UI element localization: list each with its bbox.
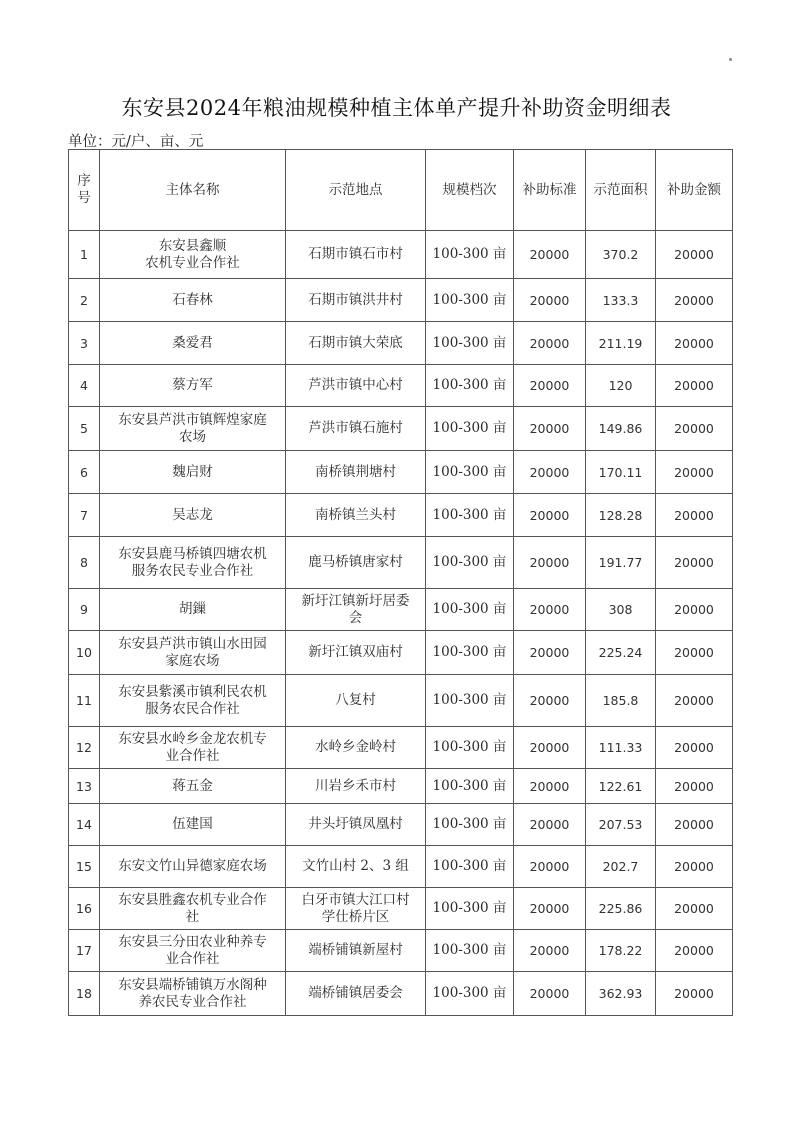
cell-area: 185.8 <box>586 675 656 727</box>
cell-standard: 20000 <box>514 231 586 279</box>
cell-amount: 20000 <box>656 322 733 365</box>
table-row <box>69 930 733 972</box>
table-row <box>69 279 733 322</box>
table-row <box>69 322 733 365</box>
cell-location: 新圩江镇新圩居委 会 <box>286 589 426 631</box>
cell-seq: 15 <box>69 846 100 888</box>
cell-location: 石期市镇石市村 <box>286 231 426 279</box>
cell-name: 东安县水岭乡金龙农机专 业合作社 <box>100 727 286 769</box>
table-row <box>69 231 733 279</box>
cell-location: 芦洪市镇中心村 <box>286 365 426 407</box>
cell-name: 东安县鑫顺 农机专业合作社 <box>100 231 286 279</box>
cell-seq: 5 <box>69 407 100 451</box>
cell-standard: 20000 <box>514 407 586 451</box>
cell-area: 170.11 <box>586 451 656 494</box>
table-row <box>69 804 733 846</box>
table-row <box>69 675 733 727</box>
cell-scale: 100-300 亩 <box>426 407 514 451</box>
cell-seq: 16 <box>69 888 100 930</box>
table-row <box>69 972 733 1016</box>
cell-area: 149.86 <box>586 407 656 451</box>
cell-standard: 20000 <box>514 675 586 727</box>
cell-area: 122.61 <box>586 769 656 804</box>
unit-label: 单位：元/户、亩、元 <box>68 134 204 150</box>
cell-seq: 18 <box>69 972 100 1016</box>
cell-amount: 20000 <box>656 279 733 322</box>
cell-scale: 100-300 亩 <box>426 846 514 888</box>
table-row <box>69 407 733 451</box>
cell-name: 东安县芦洪市镇辉煌家庭 农场 <box>100 407 286 451</box>
cell-area: 202.7 <box>586 846 656 888</box>
header-amount: 补助金额 <box>656 150 733 231</box>
cell-seq: 6 <box>69 451 100 494</box>
cell-location: 端桥铺镇居委会 <box>286 972 426 1016</box>
cell-name: 伍建国 <box>100 804 286 846</box>
cell-scale: 100-300 亩 <box>426 675 514 727</box>
cell-standard: 20000 <box>514 930 586 972</box>
cell-seq: 11 <box>69 675 100 727</box>
cell-scale: 100-300 亩 <box>426 365 514 407</box>
cell-scale: 100-300 亩 <box>426 769 514 804</box>
cell-name: 魏启财 <box>100 451 286 494</box>
cell-scale: 100-300 亩 <box>426 631 514 675</box>
cell-area: 178.22 <box>586 930 656 972</box>
cell-area: 191.77 <box>586 537 656 589</box>
cell-amount: 20000 <box>656 589 733 631</box>
cell-amount: 20000 <box>656 675 733 727</box>
cell-seq: 4 <box>69 365 100 407</box>
cell-amount: 20000 <box>656 846 733 888</box>
cell-amount: 20000 <box>656 631 733 675</box>
cell-standard: 20000 <box>514 537 586 589</box>
cell-amount: 20000 <box>656 972 733 1016</box>
cell-standard: 20000 <box>514 322 586 365</box>
table-row <box>69 451 733 494</box>
cell-seq: 3 <box>69 322 100 365</box>
cell-area: 207.53 <box>586 804 656 846</box>
cell-standard: 20000 <box>514 804 586 846</box>
cell-standard: 20000 <box>514 769 586 804</box>
cell-area: 111.33 <box>586 727 656 769</box>
cell-area: 133.3 <box>586 279 656 322</box>
cell-amount: 20000 <box>656 451 733 494</box>
cell-scale: 100-300 亩 <box>426 231 514 279</box>
cell-name: 东安县鹿马桥镇四塘农机 服务农民专业合作社 <box>100 537 286 589</box>
cell-location: 白牙市镇大江口村 学仕桥片区 <box>286 888 426 930</box>
cell-amount: 20000 <box>656 769 733 804</box>
cell-amount: 20000 <box>656 365 733 407</box>
cell-scale: 100-300 亩 <box>426 494 514 537</box>
cell-amount: 20000 <box>656 494 733 537</box>
cell-seq: 8 <box>69 537 100 589</box>
cell-standard: 20000 <box>514 365 586 407</box>
cell-location: 石期市镇洪井村 <box>286 279 426 322</box>
table-row <box>69 365 733 407</box>
cell-scale: 100-300 亩 <box>426 322 514 365</box>
cell-seq: 2 <box>69 279 100 322</box>
cell-scale: 100-300 亩 <box>426 279 514 322</box>
cell-name: 桑爱君 <box>100 322 286 365</box>
cell-standard: 20000 <box>514 972 586 1016</box>
cell-amount: 20000 <box>656 231 733 279</box>
cell-location: 石期市镇大荣底 <box>286 322 426 365</box>
table-row <box>69 888 733 930</box>
cell-standard: 20000 <box>514 727 586 769</box>
cell-location: 南桥镇荆塘村 <box>286 451 426 494</box>
cell-standard: 20000 <box>514 451 586 494</box>
cell-standard: 20000 <box>514 279 586 322</box>
cell-name: 蒋五金 <box>100 769 286 804</box>
header-seq <box>69 150 100 231</box>
cell-amount: 20000 <box>656 407 733 451</box>
cell-name: 东安县三分田农业种养专 业合作社 <box>100 930 286 972</box>
cell-standard: 20000 <box>514 631 586 675</box>
table-row <box>69 537 733 589</box>
cell-scale: 100-300 亩 <box>426 930 514 972</box>
header-scale: 规模档次 <box>426 150 514 231</box>
cell-standard: 20000 <box>514 589 586 631</box>
cell-name: 东安县胜鑫农机专业合作 社 <box>100 888 286 930</box>
header-location: 示范地点 <box>286 150 426 231</box>
cell-name: 吴志龙 <box>100 494 286 537</box>
cell-seq: 17 <box>69 930 100 972</box>
cell-name: 胡鏁 <box>100 589 286 631</box>
table-row <box>69 846 733 888</box>
cell-area: 362.93 <box>586 972 656 1016</box>
header-seq-char-2: 号 <box>77 190 91 206</box>
subsidy-table <box>68 149 733 1016</box>
table-row <box>69 727 733 769</box>
cell-amount: 20000 <box>656 537 733 589</box>
cell-area: 211.19 <box>586 322 656 365</box>
cell-location: 鹿马桥镇唐家村 <box>286 537 426 589</box>
cell-name: 东安县端桥铺镇万水阁种 养农民专业合作社 <box>100 972 286 1016</box>
cell-area: 370.2 <box>586 231 656 279</box>
cell-seq: 10 <box>69 631 100 675</box>
cell-location: 端桥铺镇新屋村 <box>286 930 426 972</box>
cell-location: 八复村 <box>286 675 426 727</box>
cell-location: 井头圩镇凤凰村 <box>286 804 426 846</box>
cell-name: 蔡方军 <box>100 365 286 407</box>
cell-name: 石春林 <box>100 279 286 322</box>
cell-area: 128.28 <box>586 494 656 537</box>
cell-scale: 100-300 亩 <box>426 537 514 589</box>
table-row <box>69 589 733 631</box>
cell-location: 水岭乡金岭村 <box>286 727 426 769</box>
cell-seq: 13 <box>69 769 100 804</box>
page-title: 东安县2024年粮油规模种植主体单产提升补助资金明细表 <box>121 96 672 120</box>
cell-location: 南桥镇兰头村 <box>286 494 426 537</box>
table-body <box>69 231 733 1016</box>
cell-scale: 100-300 亩 <box>426 888 514 930</box>
cell-standard: 20000 <box>514 494 586 537</box>
header-standard: 补助标准 <box>514 150 586 231</box>
cell-name: 东安文竹山异德家庭农场 <box>100 846 286 888</box>
cell-location: 文竹山村 2、3 组 <box>286 846 426 888</box>
cell-amount: 20000 <box>656 727 733 769</box>
cell-seq: 12 <box>69 727 100 769</box>
cell-amount: 20000 <box>656 888 733 930</box>
cell-scale: 100-300 亩 <box>426 727 514 769</box>
cell-amount: 20000 <box>656 930 733 972</box>
cell-area: 120 <box>586 365 656 407</box>
header-name: 主体名称 <box>100 150 286 231</box>
cell-seq: 7 <box>69 494 100 537</box>
header-seq-char-1: 序 <box>77 173 91 189</box>
header-row <box>69 150 733 231</box>
cell-amount: 20000 <box>656 804 733 846</box>
cell-standard: 20000 <box>514 888 586 930</box>
cell-scale: 100-300 亩 <box>426 804 514 846</box>
cell-area: 225.86 <box>586 888 656 930</box>
header-area: 示范面积 <box>586 150 656 231</box>
table-row <box>69 494 733 537</box>
cell-seq: 14 <box>69 804 100 846</box>
cell-scale: 100-300 亩 <box>426 972 514 1016</box>
table-row <box>69 631 733 675</box>
table-row <box>69 769 733 804</box>
cell-scale: 100-300 亩 <box>426 451 514 494</box>
cell-name: 东安县芦洪市镇山水田园 家庭农场 <box>100 631 286 675</box>
cell-area: 225.24 <box>586 631 656 675</box>
cell-standard: 20000 <box>514 846 586 888</box>
cell-area: 308 <box>586 589 656 631</box>
cell-location: 芦洪市镇石施村 <box>286 407 426 451</box>
cell-scale: 100-300 亩 <box>426 589 514 631</box>
scan-speck <box>729 58 732 61</box>
cell-name: 东安县紫溪市镇利民农机 服务农民合作社 <box>100 675 286 727</box>
cell-seq: 9 <box>69 589 100 631</box>
cell-seq: 1 <box>69 231 100 279</box>
cell-location: 新圩江镇双庙村 <box>286 631 426 675</box>
cell-location: 川岩乡禾市村 <box>286 769 426 804</box>
